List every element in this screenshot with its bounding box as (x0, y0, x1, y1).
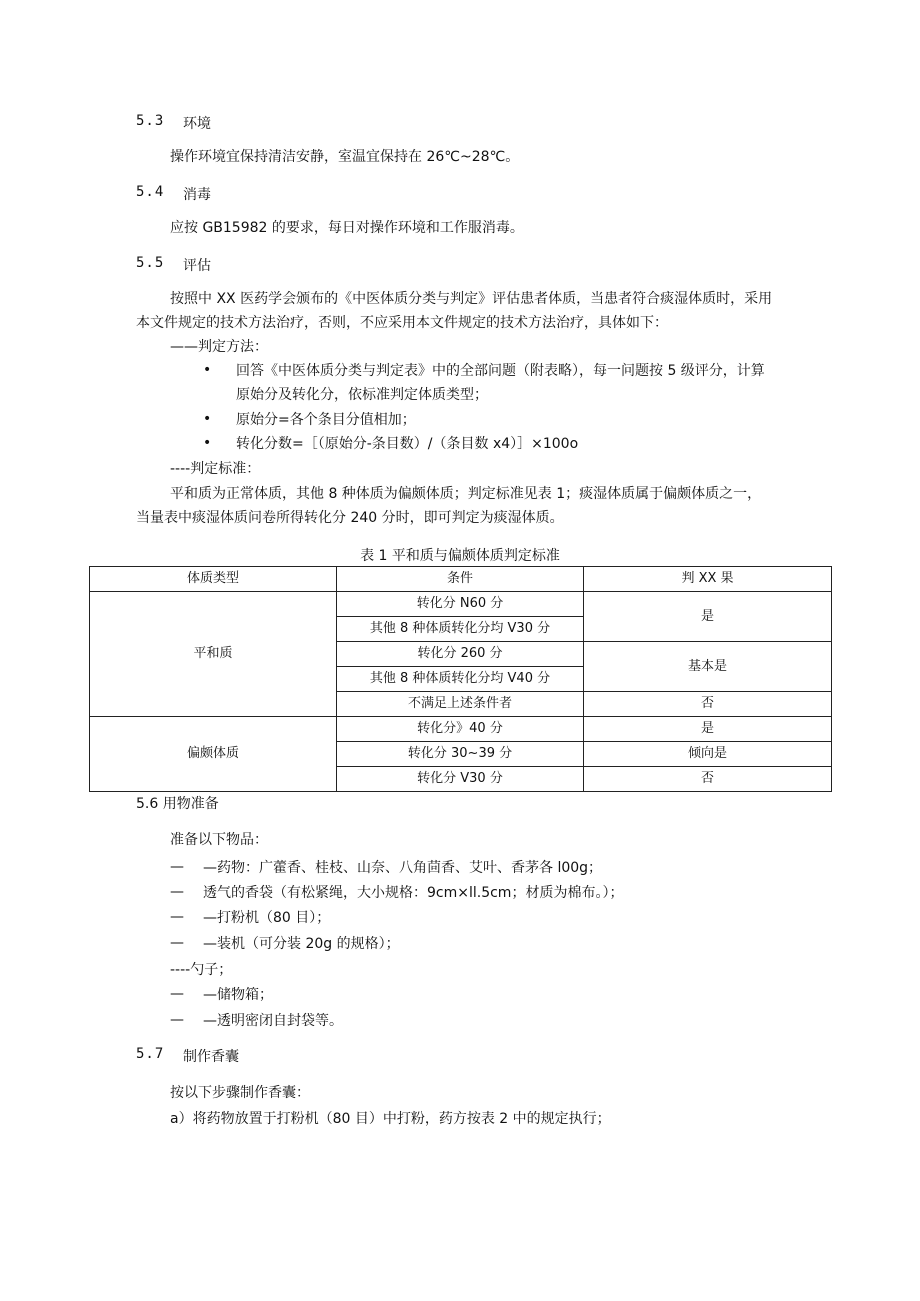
bullet-3-text: 转化分数=［（原始分-条目数）/（条目数 x4）］×100o (236, 436, 579, 452)
result-cell: 否 (584, 692, 832, 717)
header-result: 判 XX 果 (584, 567, 832, 592)
supplies-intro: 准备以下物品： (170, 832, 268, 848)
list-item-dash: — (170, 986, 184, 1002)
bullet-3-mark: • (203, 435, 212, 451)
bullet-1-mark: • (203, 362, 212, 378)
assessment-paragraph-line-1: 按照中 XX 医药学会颁布的《中医体质分类与判定》评估患者体质，当患者符合痰湿体质时，采用 (170, 291, 773, 307)
list-item: ----勺子； (170, 962, 233, 978)
list-item: —药物：广藿香、桂枝、山奈、八角茴香、艾叶、香茅各 l00g； (203, 860, 603, 876)
table-row (90, 717, 832, 742)
header-type: 体质类型 (90, 567, 337, 592)
constitution-criteria-table (89, 566, 832, 792)
bullet-2-text: 原始分=各个条目分值相加； (236, 412, 416, 428)
table-1-caption: 表 1 平和质与偏颇体质判定标准 (360, 548, 560, 564)
standard-paragraph-line-1: 平和质为正常体质，其他 8 种体质为偏颇体质；判定标准见表 1；痰湿体质属于偏颇体质之一， (170, 486, 762, 502)
condition-cell: 不满足上述条件者 (337, 692, 584, 717)
table-row (90, 592, 832, 617)
result-cell: 是 (584, 717, 832, 742)
list-item-dash: — (170, 935, 184, 951)
bullet-1-line-2: 原始分及转化分，依标准判定体质类型； (236, 387, 488, 403)
section-5-5-title: 评估 (183, 258, 211, 274)
condition-cell: 转化分 N60 分 (337, 592, 584, 617)
bullet-2-mark: • (203, 411, 212, 427)
section-5-6-title: 5.6 用物准备 (136, 796, 219, 812)
condition-cell: 转化分 260 分 (337, 642, 584, 667)
list-item: —透明密闭自封袋等。 (203, 1013, 343, 1029)
result-cell: 是 (584, 592, 832, 642)
table-header-row (90, 567, 832, 592)
sachet-steps-intro: 按以下步骤制作香囊： (170, 1085, 310, 1101)
standard-label: ----判定标准： (170, 461, 261, 477)
type-cell-balanced: 平和质 (90, 592, 337, 717)
list-item-dash: — (170, 884, 184, 900)
result-cell: 基本是 (584, 642, 832, 692)
condition-cell: 其他 8 种体质转化分均 V30 分 (337, 617, 584, 642)
section-5-3-number: 5.3 (136, 113, 165, 129)
standard-paragraph-line-2: 当量表中痰湿体质问卷所得转化分 240 分时，即可判定为痰湿体质。 (136, 510, 564, 526)
result-cell: 否 (584, 767, 832, 792)
condition-cell: 其他 8 种体质转化分均 V40 分 (337, 667, 584, 692)
assessment-paragraph-line-2: 本文件规定的技术方法治疗，否则，不应采用本文件规定的技术方法治疗，具体如下： (136, 315, 668, 331)
method-label: ——判定方法： (170, 339, 268, 355)
list-item-dash: — (170, 909, 184, 925)
header-condition: 条件 (337, 567, 584, 592)
step-a: a）将药物放置于打粉机（80 目）中打粉，药方按表 2 中的规定执行； (170, 1111, 611, 1127)
condition-cell: 转化分》40 分 (337, 717, 584, 742)
section-5-5-number: 5.5 (136, 255, 165, 271)
section-5-3-title: 环境 (183, 116, 211, 132)
list-item-dash: — (170, 859, 184, 875)
list-item: —储物箱； (203, 987, 273, 1003)
list-item: —打粉机（80 目）； (203, 910, 331, 926)
section-5-4-title: 消毒 (183, 187, 211, 203)
section-5-4-body: 应按 GB15982 的要求，每日对操作环境和工作服消毒。 (170, 220, 524, 236)
result-cell: 倾向是 (584, 742, 832, 767)
condition-cell: 转化分 30~39 分 (337, 742, 584, 767)
section-5-4-number: 5.4 (136, 184, 165, 200)
bullet-1-line-1: 回答《中医体质分类与判定表》中的全部问题（附表略），每一问题按 5 级评分，计算 (236, 363, 765, 379)
condition-cell: 转化分 V30 分 (337, 767, 584, 792)
type-cell-biased: 偏颇体质 (90, 717, 337, 792)
list-item-dash: — (170, 1012, 184, 1028)
section-5-7-title: 制作香囊 (183, 1049, 239, 1065)
section-5-3-body: 操作环境宜保持清洁安静，室温宜保持在 26℃~28℃。 (170, 149, 520, 165)
section-5-7-number: 5.7 (136, 1046, 165, 1062)
list-item: 透气的香袋（有松紧绳，大小规格：9cm×ll.5cm；材质为棉布。）； (203, 885, 624, 901)
list-item: —装机（可分装 20g 的规格）； (203, 936, 400, 952)
